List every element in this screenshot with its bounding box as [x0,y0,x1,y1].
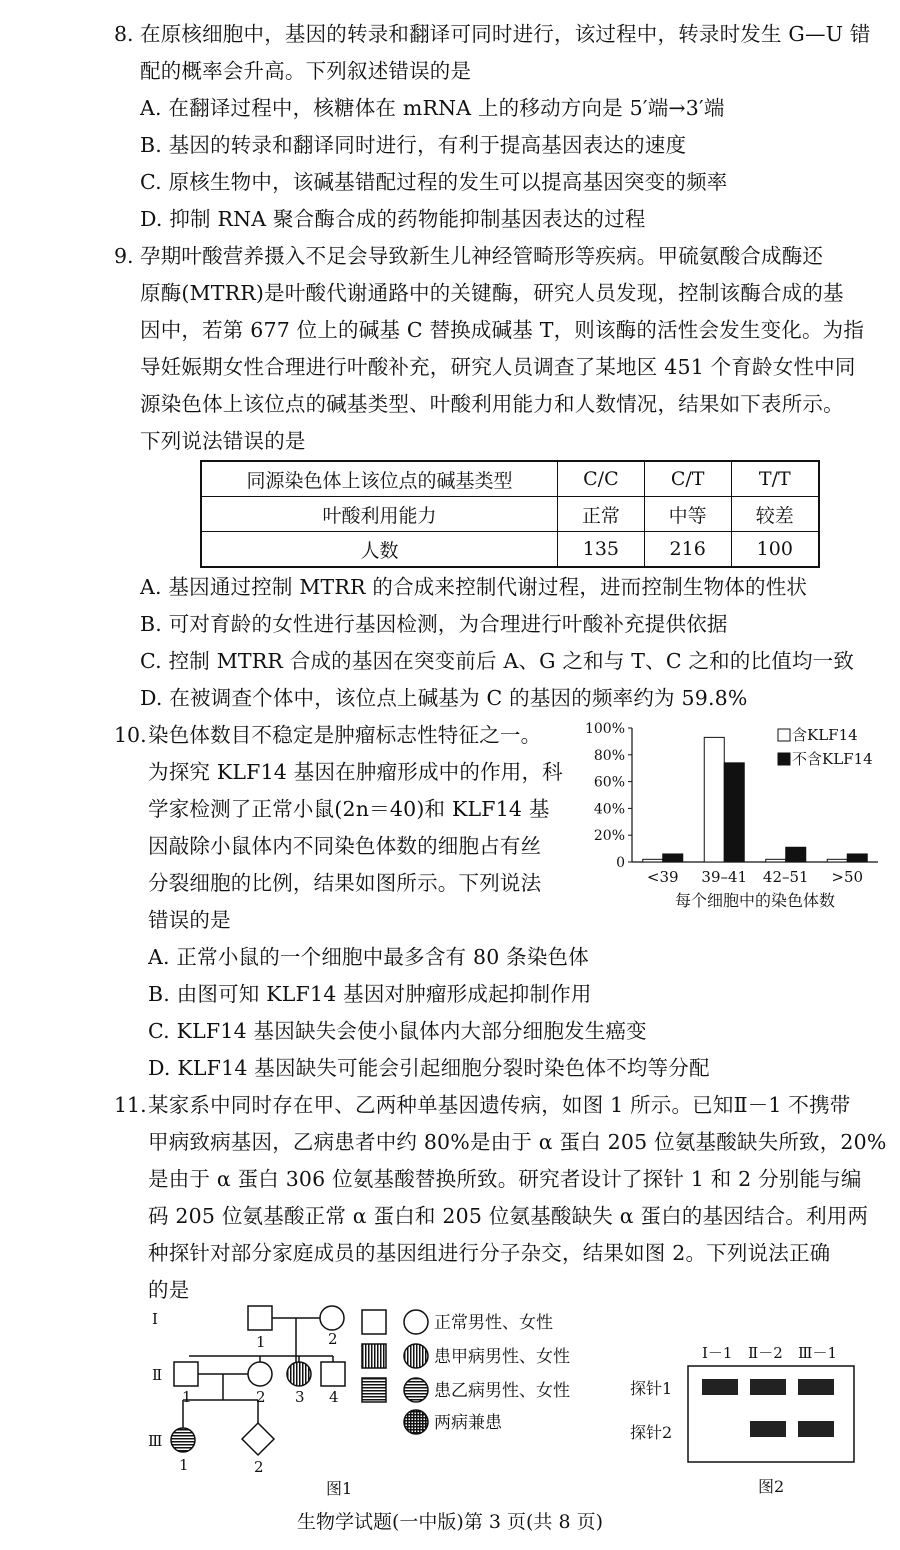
y-tick-label: 60% [593,774,625,791]
x-tick-label: <39 [646,868,679,886]
bar [827,859,847,862]
q11-stem-line: 种探针对部分家庭成员的基因组进行分子杂交，结果如图 2。下列说法正确 [148,1241,831,1265]
q11-number: 11. [114,1093,147,1117]
gen-label: Ⅱ [152,1366,163,1384]
q9-stem-line: 原酶(MTRR)是叶酸代谢通路中的关键酶，研究人员发现，控制该酶合成的基 [140,281,844,305]
q10-number: 10. [114,723,147,747]
male-normal-symbol [174,1362,198,1386]
legend-text: 患甲病男性、女性 [434,1347,570,1367]
member-number: 2 [328,1330,338,1348]
q11-stem-line: 某家系中同时存在甲、乙两种单基因遗传病，如图 1 所示。已知Ⅱ－1 不携带 [148,1093,851,1117]
table-cell: C/T [644,461,731,497]
y-tick-label: 80% [593,747,625,764]
figure-2-caption: 图2 [758,1477,785,1496]
q9-number: 9. [114,244,134,268]
q9-stem-line: 因中，若第 677 位上的碱基 C 替换成碱基 T，则该酶的活性会发生变化。为指 [140,318,865,342]
legend-both-diseases [404,1410,428,1434]
q8-option-a: A. 在翻译过程中，核糖体在 mRNA 上的移动方向是 5′端→3′端 [140,96,725,120]
q11-stem-line: 甲病致病基因，乙病患者中约 80%是由于 α 蛋白 205 位氨基酸缺失所致，20% [148,1130,887,1154]
hybridization-band [750,1379,786,1395]
legend-text: 患乙病男性、女性 [434,1381,570,1401]
member-number: 2 [256,1388,266,1406]
table-cell: 100 [731,532,819,568]
genotype-table [200,460,820,568]
hybridization-band [702,1379,738,1395]
table-cell: 中等 [644,497,731,532]
probe-label: 探针2 [630,1423,673,1442]
table-cell: 较差 [731,497,819,532]
table-cell: 同源染色体上该位点的碱基类型 [201,461,558,497]
x-tick-label: 42–51 [762,868,809,886]
chromosome-bar-chart [578,712,890,914]
q10-option-b: B. 由图可知 KLF14 基因对肿瘤形成起抑制作用 [148,982,592,1006]
q9-stem-line: 源染色体上该位点的碱基类型、叶酸利用能力和人数情况，结果如下表所示。 [140,392,844,416]
q9-option-d: D. 在被调查个体中，该位点上碱基为 C 的基因的频率约为 59.8% [140,686,748,710]
probe-label: 探针1 [630,1379,673,1398]
q10-stem-line: 学家检测了正常小鼠(2n＝40)和 KLF14 基 [148,797,550,821]
bar [704,737,724,862]
bar [724,763,744,862]
table-cell: 正常 [558,497,645,532]
q10-option-a: A. 正常小鼠的一个细胞中最多含有 80 条染色体 [148,945,589,969]
legend-female-normal [404,1310,428,1334]
unknown-sex-symbol [242,1423,274,1455]
q10-stem-line: 为探究 KLF14 基因在肿瘤形成中的作用，科 [148,760,563,784]
legend-swatch [778,753,790,765]
legend-female-disease-a [404,1344,428,1368]
q8-stem-line: 在原核细胞中，基因的转录和翻译可同时进行，该过程中，转录时发生 G—U 错 [140,22,871,46]
table-cell: 叶酸利用能力 [201,497,558,532]
hybridization-band [798,1421,834,1437]
hybridization-band [750,1421,786,1437]
legend-male-disease-b [362,1378,386,1402]
q9-stem-line: 孕期叶酸营养摄入不足会导致新生儿神经管畸形等疾病。甲硫氨酸合成酶还 [140,244,824,268]
column-label: Ⅰ－1 [702,1344,733,1362]
q8-option-b: B. 基因的转录和翻译同时进行，有利于提高基因表达的速度 [140,133,687,157]
q8-number: 8. [114,22,134,46]
column-label: Ⅱ－2 [748,1344,783,1362]
legend-female-disease-b [404,1378,428,1402]
q10-stem-line: 染色体数目不稳定是肿瘤标志性特征之一。 [148,723,542,747]
y-tick-label: 0 [616,855,625,871]
legend-label: 不含KLF14 [792,750,873,768]
gen-label: Ⅰ [152,1310,158,1328]
q11-stem-line: 的是 [148,1278,190,1302]
page-footer: 生物学试题(一中版)第 3 页(共 8 页) [297,1511,603,1533]
hybridization-figure [628,1340,868,1500]
q9-option-a: A. 基因通过控制 MTRR 的合成来控制代谢过程，进而控制生物体的性状 [140,575,808,599]
gen-label: Ⅲ [148,1432,163,1450]
legend-male-normal [362,1310,386,1334]
x-tick-label: >50 [831,868,864,886]
y-tick-label: 40% [593,801,625,818]
q9-option-c: C. 控制 MTRR 合成的基因在突变前后 A、G 之和与 T、C 之和的比值均一致 [140,649,855,673]
y-tick-label: 100% [584,721,625,737]
female-normal-symbol [320,1306,344,1330]
bar [847,854,867,862]
female-normal-symbol [248,1362,272,1386]
legend-text: 两病兼患 [434,1413,502,1433]
member-number: 1 [256,1333,266,1351]
table-row [201,532,819,568]
member-number: 4 [329,1388,339,1406]
q11-stem-line: 码 205 位氨基酸正常 α 蛋白和 205 位氨基酸缺失 α 蛋白的基因结合。利用两 [148,1204,869,1228]
q8-option-c: C. 原核生物中，该碱基错配过程的发生可以提高基因突变的频率 [140,170,728,194]
male-normal-symbol [248,1306,272,1330]
q10-stem-line: 分裂细胞的比例，结果如图所示。下列说法 [148,871,542,895]
female-disease-a-symbol [287,1362,311,1386]
column-label: Ⅲ－1 [798,1344,838,1362]
table-cell: 135 [558,532,645,568]
legend-text: 正常男性、女性 [434,1313,553,1333]
q8-stem-line: 配的概率会升高。下列叙述错误的是 [140,59,472,83]
q9-stem-line: 导妊娠期女性合理进行叶酸补充，研究人员调查了某地区 451 个育龄女性中同 [140,355,856,379]
hybridization-band [798,1379,834,1395]
bar [786,847,806,862]
female-disease-b-symbol [171,1428,195,1452]
q11-stem-line: 是由于 α 蛋白 306 位氨基酸替换所致。研究者设计了探针 1 和 2 分别能与编 [148,1167,862,1191]
member-number: 1 [182,1388,192,1406]
table-cell: C/C [558,461,645,497]
q10-option-c: C. KLF14 基因缺失会使小鼠体内大部分细胞发生癌变 [148,1019,647,1043]
table-row [201,461,819,497]
table-cell: 人数 [201,532,558,568]
bar [766,859,786,862]
q10-stem-line: 因敲除小鼠体内不同染色体数的细胞占有丝 [148,834,542,858]
figure-1-caption: 图1 [326,1479,353,1498]
chart-axes [628,728,878,862]
q8-option-d: D. 抑制 RNA 聚合酶合成的药物能抑制基因表达的过程 [140,207,646,231]
y-tick-label: 20% [593,828,625,845]
q9-option-b: B. 可对育龄的女性进行基因检测，为合理进行叶酸补充提供依据 [140,612,728,636]
bar [643,859,663,862]
x-axis-label: 每个细胞中的染色体数 [674,891,836,910]
bar [663,854,683,862]
q9-stem-line: 下列说法错误的是 [140,429,306,453]
q10-stem-line: 错误的是 [148,908,231,932]
member-number: 3 [295,1388,305,1406]
table-cell: 216 [644,532,731,568]
member-number: 2 [254,1458,264,1476]
pedigree-figure [140,1300,610,1500]
chart-legend [778,726,873,768]
legend-male-disease-a [362,1344,386,1368]
male-normal-symbol [321,1362,345,1386]
table-row [201,497,819,532]
table-cell: T/T [731,461,819,497]
x-tick-label: 39–41 [701,868,748,886]
q10-option-d: D. KLF14 基因缺失可能会引起细胞分裂时染色体不均等分配 [148,1056,710,1080]
legend-swatch [778,729,790,741]
legend-label: 含KLF14 [792,726,858,744]
member-number: 1 [179,1456,189,1474]
